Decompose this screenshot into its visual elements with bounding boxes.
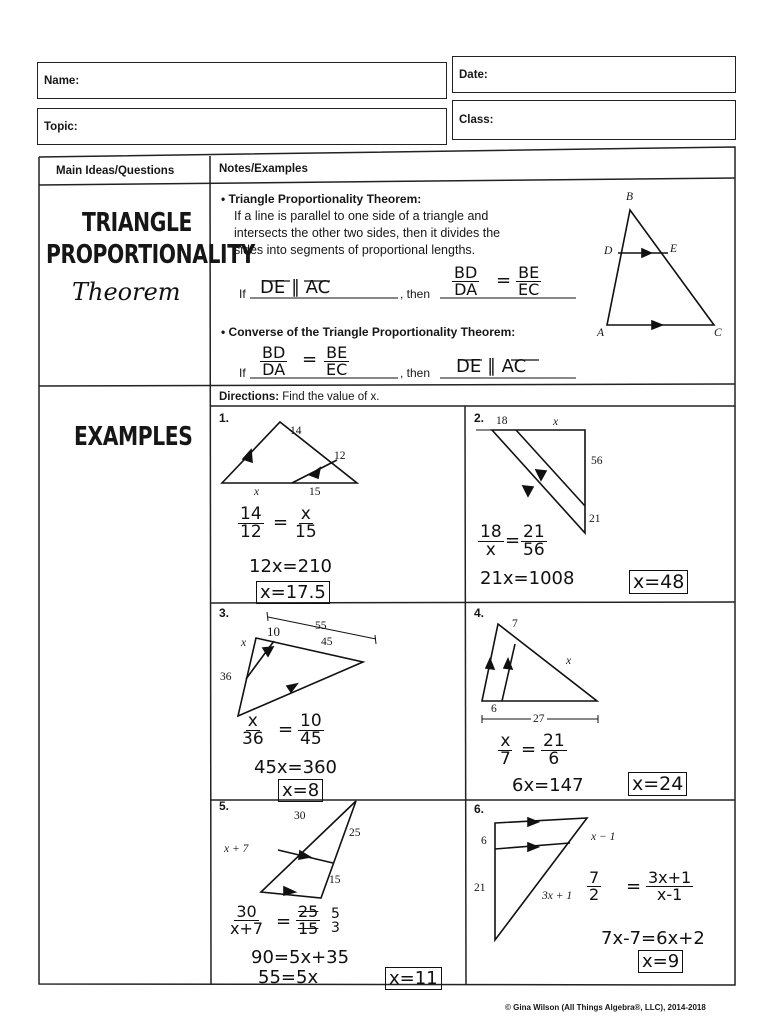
frac-denominator: 12 [240,522,262,542]
ex2-equals: = [505,530,521,551]
triangle-abc [607,210,714,325]
frac-denominator: 56 [523,540,545,560]
ex5-label-30: 30 [294,810,306,822]
example-5-number: 5. [219,799,230,813]
frac-numerator: x [500,731,511,751]
ex5-answer: x=11 [385,967,442,990]
ex5-label-15: 15 [329,874,341,886]
vertex-a-label: A [597,327,605,339]
ex5-work-line1: 90=5x+35 [251,947,350,968]
frac-numerator: BD [262,343,286,362]
ex1-label-14: 14 [290,425,302,437]
directions [219,391,379,403]
vertex-d-label: D [604,245,613,257]
frac-numerator: 21 [523,522,545,542]
ex3-label-10: 10 [267,624,280,639]
then-fraction-be-ec [516,265,541,298]
ex1-fraction-left [238,506,264,541]
theorem-bullet: • Triangle Proportionality Theorem: [221,192,422,206]
converse-equals: = [302,349,318,370]
ex3-equals: = [278,719,294,740]
frac-numerator: 30 [236,902,257,921]
then-label-2: , then [400,366,431,380]
col1-header: Main Ideas/Questions [56,165,175,177]
ex5-fraction-left [228,904,265,937]
ex3-label-x: x [241,637,247,649]
ex6-equals: = [626,876,642,897]
copyright-footer: © Gina Wilson (All Things Algebra®, LLC), 2014-2018 [505,1003,706,1012]
converse-fraction-be-ec [324,345,349,378]
then-equals-1: = [496,270,512,291]
frac-numerator: x [247,711,258,731]
frac-numerator: 10 [300,711,322,731]
frac-denominator: x-1 [656,885,683,904]
ex1-fraction-right [293,506,319,541]
ex1-answer: x=17.5 [256,581,330,604]
class-label: Class: [459,114,494,126]
frac-denominator: 15 [295,522,317,542]
then-fraction-bd-da [452,265,479,298]
theorem-title: Triangle Proportionality Theorem: [228,192,422,206]
theorem-text-1: If a line is parallel to one side of a triangle and [234,209,489,223]
ex1-label-x: x [254,486,260,498]
arrow-ac [652,321,662,329]
frac-denominator: x [485,540,496,560]
frac-denominator: x+7 [230,919,264,938]
col2-header: Notes/Examples [219,163,308,175]
frac-numerator: 25 [298,902,319,921]
name-label: Name: [44,74,80,87]
ex3-label-55: 55 [315,620,327,632]
directions-label: Directions: [219,391,280,403]
directions-text: Find the value of x. [282,391,380,403]
ex5-label-25: 25 [349,827,361,839]
then-label-1: , then [400,287,431,301]
example-3-diagram [238,612,376,716]
frac-denominator: 6 [548,749,560,769]
example-4-number: 4. [474,606,485,620]
ex2-label-18: 18 [496,415,508,427]
ex3-work-line1: 45x=360 [254,757,337,778]
frac-numerator: 14 [240,504,262,524]
arrow-de [642,249,651,257]
frac-denominator: 7 [500,749,511,769]
ex6-label-3x-plus-1: 3x + 1 [542,890,573,902]
frac-numerator: x [300,504,311,524]
example-4-diagram [482,624,598,723]
ex2-label-21: 21 [589,513,601,525]
ex3-fraction-right [298,713,324,748]
theorem-text-2: intersects the other two sides, then it divides the [234,226,501,240]
ex6-label-21: 21 [474,882,486,894]
if-answer-1: DE ∥ AC [260,277,331,298]
frac-denominator: DA [262,360,286,379]
converse-answer: DE ∥ AC [456,356,527,377]
ex4-fraction-left [498,733,513,768]
ex1-equals: = [273,512,289,533]
frac-denominator: 45 [300,729,322,749]
frac-denominator: 2 [589,885,600,904]
ex6-fraction-left [587,870,601,903]
example-6-diagram [495,818,587,940]
section1-handwritten-theorem: Theorem [72,278,181,306]
frac-numerator: BE [326,343,348,362]
ex4-work-line1: 6x=147 [512,775,584,796]
section1-title-line2: PROPORTIONALITY [46,240,255,270]
theorem-triangle-diagram [607,210,714,329]
vertex-c-label: C [714,327,722,339]
frac-numerator: 18 [480,522,502,542]
ex3-fraction-left [240,713,266,748]
ex1-work-line1: 12x=210 [249,556,332,577]
if-label-1: If [239,287,246,301]
ex2-fraction-right [521,524,547,559]
frac-denominator: 15 [298,919,319,938]
example-6-number: 6. [474,802,485,816]
if-label-2: If [239,366,246,380]
ex4-fraction-right [541,733,567,768]
frac-numerator: BD [454,263,478,282]
frac-numerator: 3x+1 [648,868,692,887]
ex6-fraction-right [646,870,693,903]
frac-numerator: 7 [589,868,600,887]
ex6-work-line1: 7x-7=6x+2 [601,928,705,949]
frac-denominator: EC [518,280,540,299]
ex2-work-line1: 21x=1008 [480,568,575,589]
converse-title: Converse of the Triangle Proportionality Theorem: [228,325,516,339]
ex4-equals: = [521,739,537,760]
frac-denominator: 3 [331,920,340,936]
example-2-number: 2. [474,411,485,425]
ex4-label-x: x [566,655,572,667]
example-5-diagram [261,801,356,898]
ex6-label-6: 6 [481,835,487,847]
ex5-work-line2: 55=5x [258,967,319,988]
ex6-answer: x=9 [638,950,683,973]
ex2-label-56: 56 [591,455,603,467]
ex4-label-6: 6 [491,703,497,715]
theorem-text-3: sides into segments of proportional lengths. [234,243,476,257]
ex4-answer: x=24 [628,772,687,796]
ex3-label-36: 36 [220,671,232,683]
ex5-fraction-reduced [331,907,340,935]
frac-denominator: 36 [242,729,264,749]
vertex-e-label: E [670,243,678,255]
ex1-label-15: 15 [309,486,321,498]
ex2-label-x: x [553,416,559,428]
date-label: Date: [459,68,488,81]
ex5-equals: = [276,911,292,932]
example-2-diagram [476,430,585,533]
ex4-label-7: 7 [512,618,518,630]
example-1-number: 1. [219,411,230,425]
frac-numerator: BE [518,263,540,282]
example-3-number: 3. [219,606,230,620]
ex2-answer: x=48 [629,570,688,594]
ex5-label-x-plus-7: x + 7 [224,843,249,855]
frac-denominator: EC [326,360,348,379]
frac-numerator: 21 [543,731,565,751]
ex3-label-45: 45 [321,636,333,648]
vertex-b-label: B [626,191,634,203]
ex1-label-12: 12 [334,450,346,462]
section2-title: EXAMPLES [74,422,193,452]
frac-numerator: 5 [331,906,340,922]
converse-bullet: • Converse of the Triangle Proportionality Theorem: [221,325,516,339]
topic-label: Topic: [44,120,78,133]
ex3-answer: x=8 [278,779,323,802]
ex2-fraction-left [478,524,504,559]
ex4-label-27: 27 [533,713,545,725]
section1-title-line1: TRIANGLE [82,208,192,238]
converse-fraction-bd-da [260,345,287,378]
ex5-fraction-right [296,904,320,937]
table-borders [39,147,735,985]
frac-denominator: DA [454,280,478,299]
ex6-label-x-minus-1: x − 1 [591,831,616,843]
